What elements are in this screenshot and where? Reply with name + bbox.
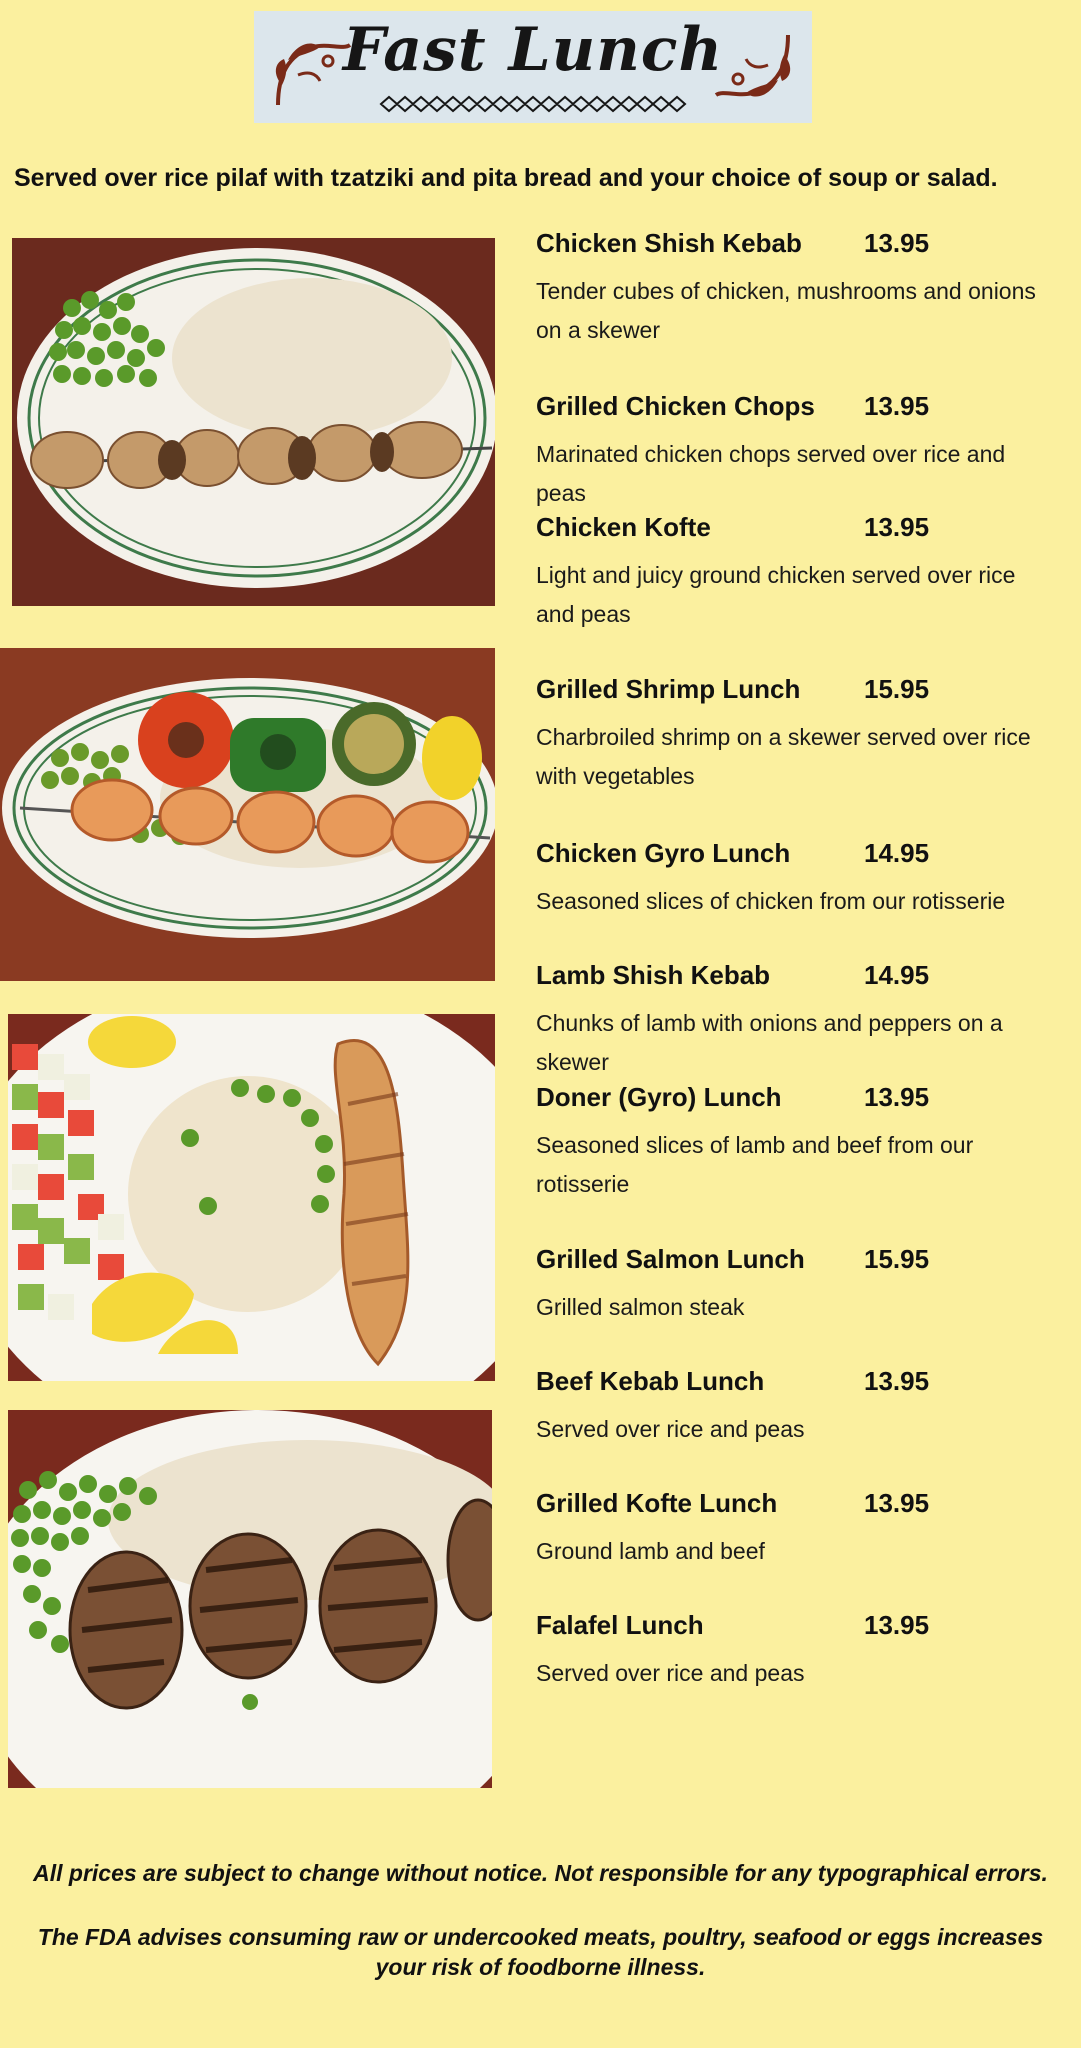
grilled-salmon-photo	[8, 1014, 495, 1381]
menu-item-price: 13.95	[864, 1488, 930, 1518]
fda-warning: The FDA advises consuming raw or undercooked meats, poultry, seafood or eggs increases your risk of foodborne illness.	[37, 1924, 1044, 1980]
chicken-shish-kebab-photo	[12, 238, 495, 606]
menu-item-name: Grilled Kofte Lunch	[536, 1488, 778, 1518]
menu-item-description: Seasoned slices of lamb and beef from our rotisserie	[536, 1132, 974, 1197]
menu-item-name: Grilled Chicken Chops	[536, 391, 815, 421]
menu-item-price: 15.95	[864, 674, 930, 704]
menu-item-description: Marinated chicken chops served over rice and peas	[536, 441, 1006, 506]
menu-item-description: Charbroiled shrimp on a skewer served over rice with vegetables	[536, 724, 1031, 789]
menu-item-name: Grilled Salmon Lunch	[536, 1244, 805, 1274]
menu-item-name: Chicken Kofte	[536, 512, 711, 542]
menu-item-price: 13.95	[864, 391, 930, 421]
menu-item-name: Beef Kebab Lunch	[536, 1366, 765, 1396]
page-subtitle: Served over rice pilaf with tzatziki and pita bread and your choice of soup or salad.	[14, 164, 998, 192]
menu-item-price: 13.95	[864, 228, 930, 258]
menu-item-name: Lamb Shish Kebab	[536, 960, 771, 990]
menu-item-name: Doner (Gyro) Lunch	[536, 1082, 782, 1112]
menu-item-name: Chicken Gyro Lunch	[536, 838, 791, 868]
flourish-ornament-icon	[708, 25, 798, 115]
menu-item-price: 13.95	[864, 1610, 930, 1640]
menu-item-price: 14.95	[864, 838, 930, 868]
menu-item-description: Served over rice and peas	[536, 1416, 805, 1442]
grilled-kofte-photo	[8, 1410, 492, 1788]
menu-item-name: Chicken Shish Kebab	[536, 228, 802, 258]
menu-item-price: 13.95	[864, 512, 930, 542]
menu-item-price: 14.95	[864, 960, 930, 990]
menu-item-description: Seasoned slices of chicken from our rotisserie	[536, 888, 1006, 914]
menu-item-description: Chunks of lamb with onions and peppers on a skewer	[536, 1010, 1003, 1075]
menu-item-description: Tender cubes of chicken, mushrooms and onions on a skewer	[536, 278, 1036, 343]
grilled-shrimp-photo	[0, 648, 495, 981]
menu-item-description: Ground lamb and beef	[536, 1538, 765, 1564]
diamond-border-icon	[379, 95, 689, 113]
menu-item-price: 15.95	[864, 1244, 930, 1274]
page-title: Fast Lunch	[342, 15, 724, 85]
menu-item-description: Grilled salmon steak	[536, 1294, 745, 1320]
menu-item-description: Light and juicy ground chicken served over rice and peas	[536, 562, 1016, 627]
menu-item-price: 13.95	[864, 1366, 930, 1396]
menu-item-description: Served over rice and peas	[536, 1660, 805, 1686]
title-banner	[254, 11, 812, 123]
menu-item-name: Falafel Lunch	[536, 1610, 704, 1640]
menu-item-name: Grilled Shrimp Lunch	[536, 674, 801, 704]
menu-item-price: 13.95	[864, 1082, 930, 1112]
price-disclaimer: All prices are subject to change without notice. Not responsible for any typographical errors.	[33, 1860, 1048, 1886]
